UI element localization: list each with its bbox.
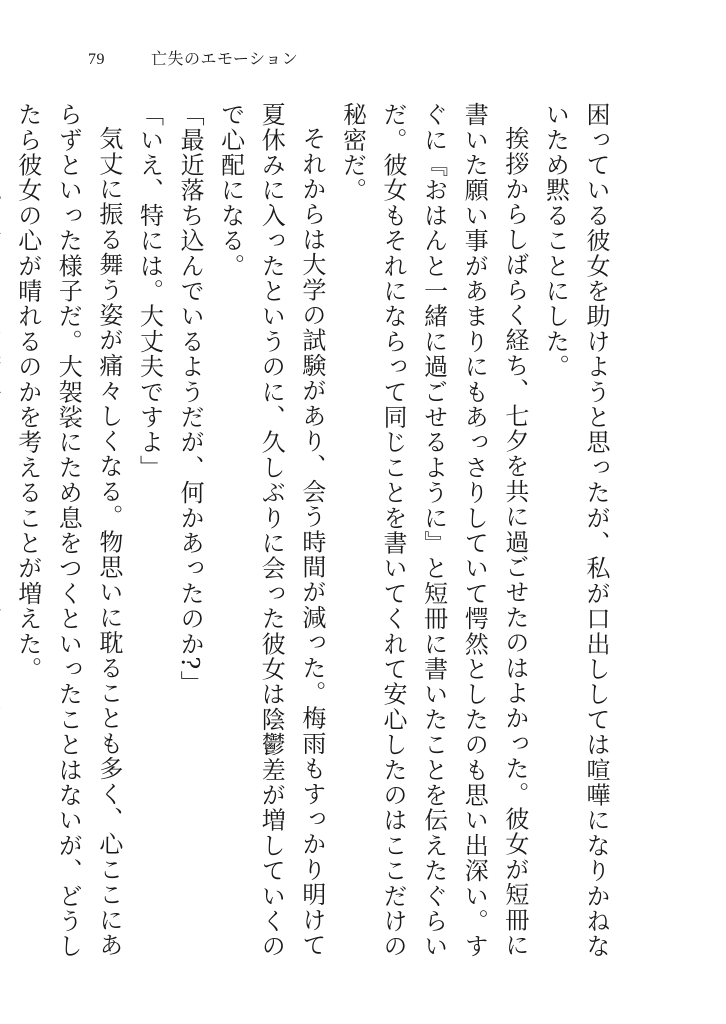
paragraph-1: 困っている彼女を助けようと思ったが、私が口出ししては喧嘩になりかねないため黙ることにした。 <box>541 102 610 959</box>
page-header <box>88 46 298 72</box>
paragraph-5 <box>0 102 7 972</box>
dialogue-line-1: 「最近落ち込んでいるようだが、何かあったのか?」 <box>176 102 205 696</box>
page-number: 79 <box>88 51 105 68</box>
running-title: 亡失のエモーション <box>151 49 299 68</box>
paragraph-4: 気丈に振る舞う姿が痛々しくなる。物思いに耽ることも多く、心ここにあらずといった様子だ。大袈裟にため息をつくといったことはないが、どうしたら彼女の心が晴れるのかを考えることが増えた。 <box>13 102 123 959</box>
body-text <box>13 102 616 972</box>
paragraph-2: 挨拶からしばらく経ち、七夕を共に過ごせたのはよかった。彼女が短冊に書いた願い事があまりにもあっさりしていて愕然としたのも思い出深い。すぐに『おはんと一緒に過ごせるように』と短冊に書いたことを伝えたぐらいだ。彼女もそれにならって同じことを書いてくれて安心したのはここだけの秘密だ。 <box>338 102 529 959</box>
dialogue-line-2: 「いえ、特には。大丈夫ですよ」 <box>135 102 164 480</box>
paragraph-3: それからは大学の試験があり、会う時間が減った。梅雨もすっかり明けて夏休みに入ったというのに、久しぶりに会った彼女は陰鬱差が増していくので心配になる。 <box>216 102 326 959</box>
